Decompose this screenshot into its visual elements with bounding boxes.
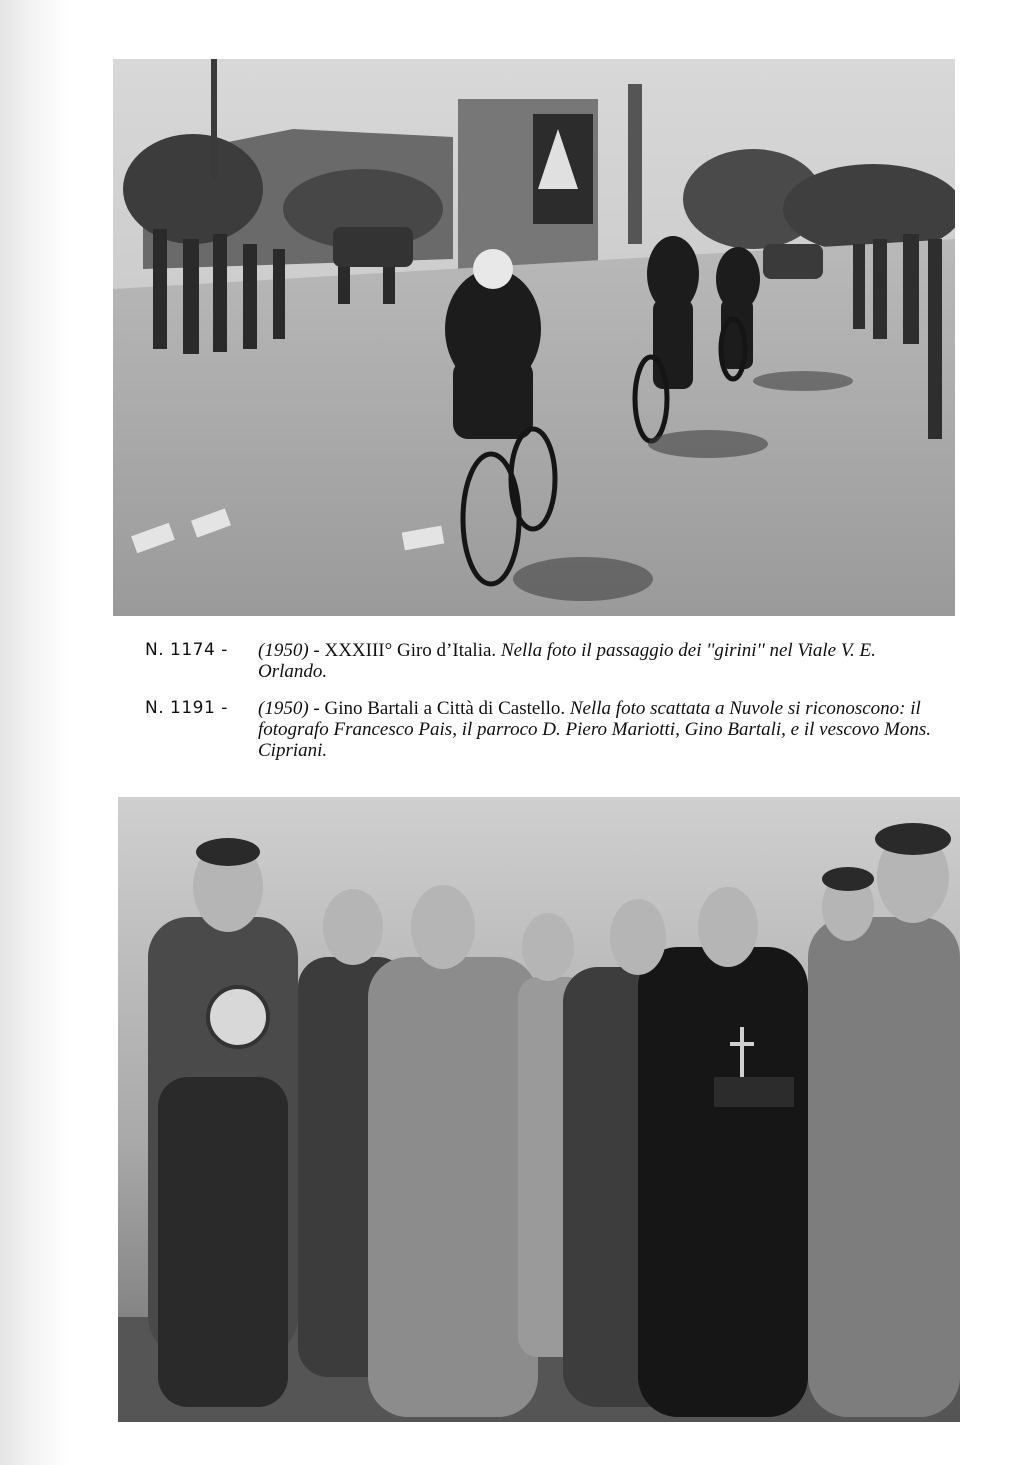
caption-year: (1950)	[258, 698, 309, 719]
scan-edge-shadow	[0, 0, 70, 1465]
group-portrait-photo-icon	[118, 797, 960, 1422]
caption-number: N. 1174 -	[145, 640, 228, 660]
caption-text	[258, 640, 935, 682]
caption-year: (1950)	[258, 640, 309, 661]
group-portrait-photo	[118, 797, 960, 1422]
caption-number: N. 1191 -	[145, 698, 228, 718]
caption-text	[258, 698, 935, 761]
cycling-race-photo-icon	[113, 59, 955, 616]
cycling-race-photo	[113, 59, 955, 616]
caption-1191	[145, 698, 935, 761]
caption-description: Nella foto scattata a Nuvole si riconoscono: il fotografo Francesco Pais, il parroco D. Piero Mariotti, Gino Bartali, e il vescovo Mons. Cipriani.	[258, 698, 932, 761]
caption-description: Nella foto il passaggio dei ''girini'' nel Viale V. E. Orlando.	[258, 640, 876, 682]
captions-block	[145, 640, 935, 777]
caption-1174	[145, 640, 935, 682]
caption-lead: - Gino Bartali a Città di Castello.	[308, 698, 570, 719]
caption-lead: - XXXIII° Giro d’Italia.	[308, 640, 501, 661]
